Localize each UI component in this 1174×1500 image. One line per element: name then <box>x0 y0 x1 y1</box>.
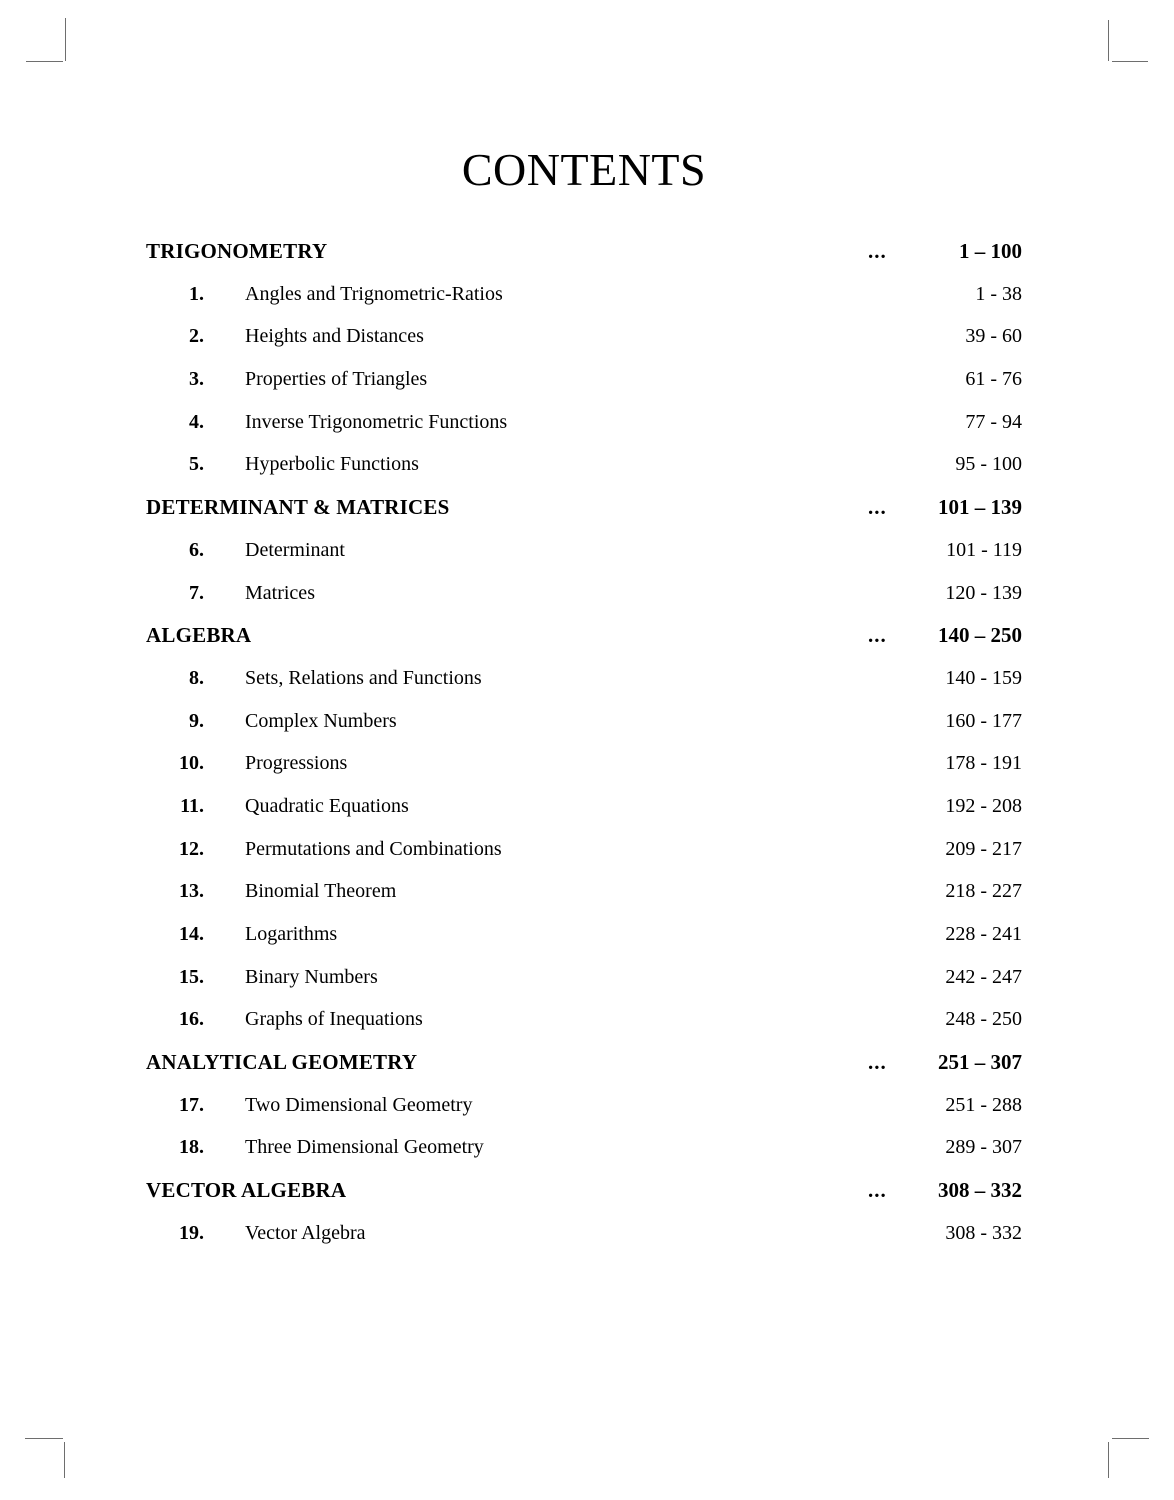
toc-chapter-title: Graphs of Inequations <box>245 1008 423 1031</box>
toc-section-row <box>146 486 1022 529</box>
crop-mark-bottom-left-vertical <box>64 1442 65 1478</box>
crop-mark-bottom-left-horizontal <box>25 1438 63 1439</box>
table-of-contents <box>146 230 1022 1255</box>
toc-chapter-page-range: 61 - 76 <box>965 368 1022 391</box>
crop-mark-bottom-right-vertical <box>1108 1442 1109 1478</box>
toc-chapter-number: 17. <box>179 1093 204 1116</box>
toc-chapter-row <box>146 1126 1022 1169</box>
toc-chapter-title: Inverse Trigonometric Functions <box>245 410 508 433</box>
toc-leader-dots: ... <box>868 495 887 520</box>
toc-chapter-title: Three Dimensional Geometry <box>245 1136 484 1159</box>
toc-chapter-page-range: 228 - 241 <box>945 923 1022 945</box>
toc-chapter-title: Matrices <box>245 581 315 604</box>
toc-chapter-page-range: 209 - 217 <box>945 837 1022 860</box>
toc-chapter-number: 5. <box>189 453 204 476</box>
content-column <box>146 140 1022 1255</box>
toc-chapter-row <box>146 358 1022 401</box>
toc-section-row <box>146 230 1022 273</box>
toc-chapter-row <box>146 1084 1022 1127</box>
toc-section-title: VECTOR ALGEBRA <box>146 1178 347 1203</box>
toc-section-page-range: 140 – 250 <box>938 623 1022 648</box>
toc-chapter-title: Progressions <box>245 752 348 775</box>
toc-chapter-row <box>146 401 1022 444</box>
toc-section-row <box>146 1169 1022 1212</box>
toc-chapter-page-range: 120 - 139 <box>945 581 1022 604</box>
toc-chapter-row <box>146 913 1022 956</box>
toc-chapter-row <box>146 956 1022 999</box>
toc-chapter-number: 19. <box>179 1221 204 1244</box>
toc-chapter-number: 1. <box>189 282 204 305</box>
toc-chapter-page-range: 140 - 159 <box>945 666 1022 689</box>
toc-chapter-page-range: 192 - 208 <box>945 794 1022 817</box>
crop-mark-top-right-vertical <box>1108 20 1109 61</box>
toc-chapter-number: 10. <box>179 752 204 775</box>
toc-chapter-row <box>146 742 1022 785</box>
toc-chapter-title: Sets, Relations and Functions <box>245 666 482 689</box>
toc-chapter-title: Heights and Distances <box>245 325 424 348</box>
toc-chapter-number: 3. <box>189 368 204 391</box>
toc-chapter-number: 6. <box>189 538 204 561</box>
crop-mark-bottom-right-horizontal <box>1112 1438 1149 1439</box>
toc-section-page-range: 308 – 332 <box>938 1178 1022 1203</box>
toc-chapter-page-range: 289 - 307 <box>945 1136 1022 1159</box>
crop-mark-top-left-vertical <box>65 18 66 61</box>
toc-chapter-row <box>146 572 1022 615</box>
toc-chapter-title: Hyperbolic Functions <box>245 453 419 476</box>
toc-chapter-page-range: 1 - 38 <box>975 282 1022 305</box>
toc-chapter-title: Logarithms <box>245 923 338 945</box>
toc-chapter-row <box>146 828 1022 871</box>
toc-section-title: TRIGONOMETRY <box>146 239 328 263</box>
toc-chapter-row <box>146 529 1022 572</box>
toc-leader-dots: ... <box>868 623 887 648</box>
toc-chapter-number: 8. <box>189 666 204 689</box>
toc-chapter-title: Properties of Triangles <box>245 368 428 391</box>
crop-mark-top-left-horizontal <box>26 61 63 62</box>
toc-chapter-row <box>146 273 1022 316</box>
toc-chapter-number: 4. <box>189 410 204 433</box>
toc-chapter-title: Determinant <box>245 538 345 561</box>
toc-section-title: DETERMINANT & MATRICES <box>146 495 450 520</box>
toc-chapter-row <box>146 998 1022 1041</box>
toc-chapter-page-range: 77 - 94 <box>965 410 1022 433</box>
toc-section-page-range: 251 – 307 <box>938 1050 1022 1075</box>
toc-chapter-row <box>146 657 1022 700</box>
page-title: CONTENTS <box>461 144 707 195</box>
toc-leader-dots: ... <box>868 1178 887 1203</box>
toc-chapter-number: 9. <box>189 709 204 732</box>
toc-chapter-page-range: 178 - 191 <box>945 752 1022 775</box>
toc-chapter-page-range: 39 - 60 <box>965 325 1022 348</box>
toc-chapter-title: Complex Numbers <box>245 709 397 732</box>
toc-chapter-number: 15. <box>179 965 204 988</box>
toc-chapter-number: 12. <box>179 837 204 860</box>
toc-section-page-range: 101 – 139 <box>938 495 1022 520</box>
toc-chapter-page-range: 101 - 119 <box>946 538 1022 561</box>
toc-chapter-row <box>146 443 1022 486</box>
toc-chapter-page-range: 242 - 247 <box>945 965 1022 988</box>
toc-chapter-page-range: 218 - 227 <box>945 880 1022 903</box>
toc-section-page-range: 1 – 100 <box>959 239 1022 263</box>
toc-chapter-number: 13. <box>179 880 204 903</box>
toc-chapter-page-range: 95 - 100 <box>955 453 1022 476</box>
toc-chapter-title: Two Dimensional Geometry <box>245 1093 473 1116</box>
toc-chapter-number: 14. <box>179 923 204 945</box>
toc-chapter-title: Binomial Theorem <box>245 880 397 903</box>
toc-section-row <box>146 1041 1022 1084</box>
crop-mark-top-right-horizontal <box>1112 61 1148 62</box>
toc-chapter-page-range: 248 - 250 <box>945 1008 1022 1031</box>
toc-chapter-title: Quadratic Equations <box>245 794 409 817</box>
toc-chapter-number: 2. <box>189 325 204 348</box>
toc-leader-dots: ... <box>868 1050 887 1075</box>
toc-chapter-title: Vector Algebra <box>245 1221 366 1244</box>
toc-leader-dots: ... <box>868 239 887 263</box>
toc-chapter-title: Binary Numbers <box>245 965 378 988</box>
toc-chapter-row <box>146 785 1022 828</box>
toc-chapter-page-range: 308 - 332 <box>945 1221 1022 1244</box>
toc-chapter-number: 11. <box>180 794 204 817</box>
toc-chapter-row <box>146 315 1022 358</box>
toc-section-title: ALGEBRA <box>146 623 252 648</box>
toc-chapter-row <box>146 700 1022 743</box>
toc-chapter-number: 18. <box>179 1136 204 1159</box>
toc-chapter-number: 7. <box>189 581 204 604</box>
toc-chapter-number: 16. <box>179 1008 204 1031</box>
toc-chapter-title: Angles and Trignometric-Ratios <box>245 282 503 305</box>
toc-chapter-title: Permutations and Combinations <box>245 837 502 860</box>
toc-section-row <box>146 614 1022 657</box>
toc-chapter-page-range: 160 - 177 <box>945 709 1022 732</box>
toc-chapter-page-range: 251 - 288 <box>945 1093 1022 1116</box>
toc-section-title: ANALYTICAL GEOMETRY <box>146 1050 418 1075</box>
toc-chapter-row <box>146 1212 1022 1255</box>
toc-chapter-row <box>146 870 1022 913</box>
